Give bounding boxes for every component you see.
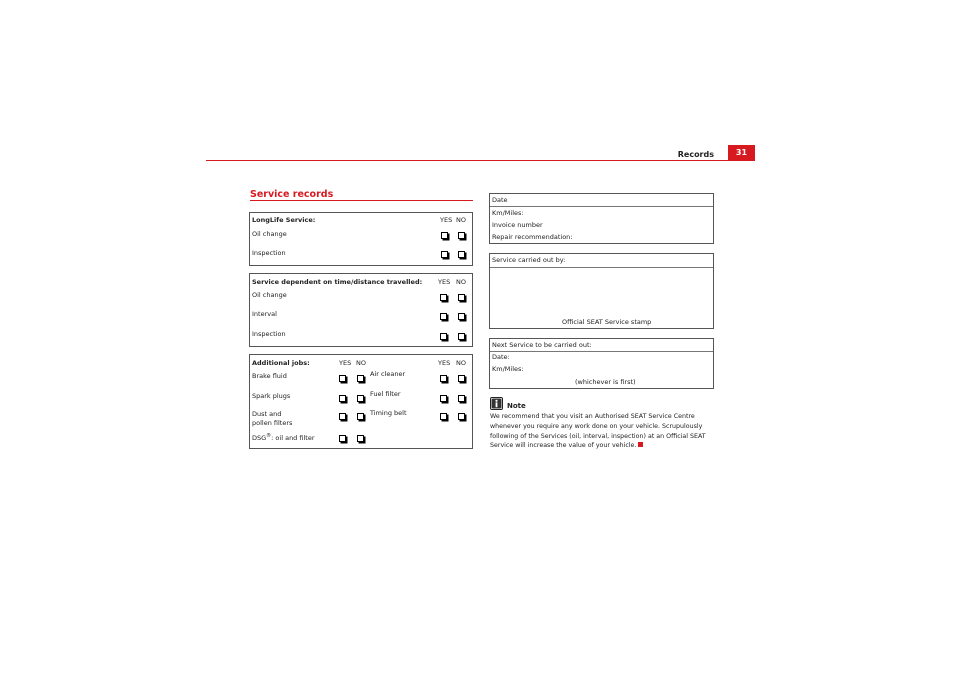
- next-date-field-label: Date:: [492, 353, 510, 361]
- service-divider: [490, 267, 713, 268]
- timing-belt-no-checkbox[interactable]: [458, 413, 465, 420]
- additional-jobs-box: [249, 354, 473, 449]
- info-icon: [490, 397, 503, 410]
- additional-item-pollen-filters: pollen filters: [252, 419, 293, 427]
- additional-jobs-title: Additional jobs:: [252, 359, 310, 367]
- header-title: Records: [677, 150, 714, 159]
- brake-fluid-no-checkbox[interactable]: [357, 375, 364, 382]
- pollen-filters-yes-checkbox[interactable]: [339, 413, 346, 420]
- page-number: 31: [728, 145, 755, 160]
- section-title: Service records: [250, 189, 334, 200]
- time-distance-oil-no-checkbox[interactable]: [458, 294, 465, 301]
- service-carried-out-title: Service carried out by:: [492, 256, 566, 264]
- additional-left-no-label: NO: [356, 359, 366, 367]
- additional-item-brake-fluid: Brake fluid: [252, 372, 287, 380]
- km-miles-field-label: Km/Miles:: [492, 209, 524, 217]
- spark-plugs-yes-checkbox[interactable]: [339, 395, 346, 402]
- longlife-oil-yes-checkbox[interactable]: [441, 232, 448, 239]
- longlife-no-label: NO: [456, 216, 466, 224]
- date-field-label: Date: [492, 196, 508, 204]
- longlife-yes-label: YES: [440, 216, 453, 224]
- longlife-item-oil-change: Oil change: [252, 230, 287, 238]
- registered-mark: ®: [266, 433, 272, 439]
- dsg-yes-checkbox[interactable]: [339, 435, 346, 442]
- air-cleaner-no-checkbox[interactable]: [458, 375, 465, 382]
- longlife-box: [249, 212, 473, 266]
- fuel-filter-no-checkbox[interactable]: [458, 395, 465, 402]
- additional-item-dust-and: Dust and: [252, 410, 282, 418]
- dsg-suffix: : oil and filter: [271, 434, 315, 443]
- additional-item-fuel-filter: Fuel filter: [370, 390, 401, 398]
- time-distance-box: [249, 273, 473, 347]
- time-distance-item-oil-change: Oil change: [252, 291, 287, 299]
- note-body: We recommend that you visit an Authorised SEAT Service Centre whenever you require any work done on your vehicle. Scrupulously following of the Services (oil, interval, inspection) at an Official SEAT Service will increase the value of your vehicle.: [490, 413, 706, 450]
- longlife-inspection-yes-checkbox[interactable]: [441, 251, 448, 258]
- time-distance-item-inspection: Inspection: [252, 330, 286, 338]
- longlife-oil-no-checkbox[interactable]: [458, 232, 465, 239]
- additional-item-spark-plugs: Spark plugs: [252, 392, 291, 400]
- time-distance-yes-label: YES: [438, 278, 451, 286]
- time-distance-no-label: NO: [456, 278, 466, 286]
- details-box: [489, 193, 714, 244]
- brake-fluid-yes-checkbox[interactable]: [339, 375, 346, 382]
- time-distance-title: Service dependent on time/distance travelled:: [252, 278, 423, 286]
- section-rule: [250, 200, 473, 201]
- spark-plugs-no-checkbox[interactable]: [357, 395, 364, 402]
- note-heading: Note: [507, 402, 526, 410]
- time-distance-oil-yes-checkbox[interactable]: [440, 294, 447, 301]
- pollen-filters-no-checkbox[interactable]: [357, 413, 364, 420]
- dsg-label: DSG: [252, 434, 267, 443]
- time-distance-interval-no-checkbox[interactable]: [458, 313, 465, 320]
- timing-belt-yes-checkbox[interactable]: [440, 413, 447, 420]
- next-service-divider: [490, 351, 713, 352]
- header-rule: [206, 160, 755, 161]
- next-service-box: [489, 338, 714, 389]
- details-divider: [490, 206, 713, 207]
- service-stamp-label: Official SEAT Service stamp: [562, 318, 652, 326]
- additional-right-yes-label: YES: [438, 359, 451, 367]
- additional-right-no-label: NO: [456, 359, 466, 367]
- time-distance-inspection-yes-checkbox[interactable]: [440, 333, 447, 340]
- longlife-item-inspection: Inspection: [252, 249, 286, 257]
- time-distance-inspection-no-checkbox[interactable]: [458, 333, 465, 340]
- longlife-inspection-no-checkbox[interactable]: [458, 251, 465, 258]
- additional-item-timing-belt: Timing belt: [370, 409, 407, 417]
- whichever-first-label: (whichever is first): [575, 378, 636, 386]
- additional-item-dsg: [252, 433, 315, 442]
- invoice-number-field-label: Invoice number: [492, 221, 543, 229]
- longlife-title: LongLife Service:: [252, 216, 316, 224]
- air-cleaner-yes-checkbox[interactable]: [440, 375, 447, 382]
- additional-item-air-cleaner: Air cleaner: [370, 370, 406, 378]
- service-carried-out-box: [489, 253, 714, 329]
- repair-recommendation-field-label: Repair recommendation:: [492, 233, 573, 241]
- note-text: [490, 412, 714, 451]
- additional-left-yes-label: YES: [339, 359, 352, 367]
- time-distance-interval-yes-checkbox[interactable]: [440, 313, 447, 320]
- time-distance-item-interval: Interval: [252, 310, 277, 318]
- fuel-filter-yes-checkbox[interactable]: [440, 395, 447, 402]
- next-km-miles-field-label: Km/Miles:: [492, 365, 524, 373]
- next-service-title: Next Service to be carried out:: [492, 341, 592, 349]
- dsg-no-checkbox[interactable]: [357, 435, 364, 442]
- end-of-section-mark: [638, 442, 643, 447]
